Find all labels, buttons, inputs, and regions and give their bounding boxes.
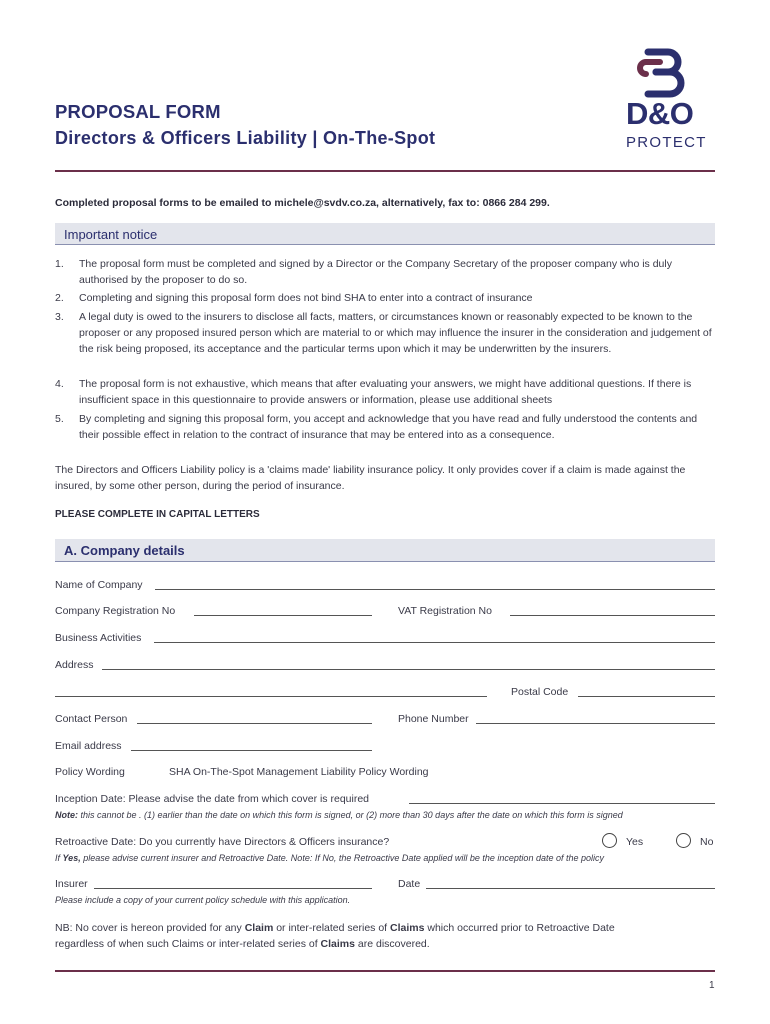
retroactive-date-note <box>55 853 604 863</box>
retroactive-date-question: Retroactive Date: Do you currently have Directors & Officers insurance? <box>55 836 390 848</box>
retroactive-yes-radio[interactable] <box>602 833 617 848</box>
form-subtitle: Directors & Officers Liability | On-The-Spot <box>55 128 436 148</box>
notice-item-2 <box>55 290 715 306</box>
business-activities-field[interactable] <box>154 642 715 643</box>
notice-item-5 <box>55 411 715 443</box>
nb-text: regardless of when such Claims or inter-related series of <box>55 938 321 950</box>
note-label: Note: <box>55 810 78 820</box>
policy-wording-value: SHA On-The-Spot Management Liability Policy Wording <box>169 766 429 778</box>
nb-emphasis: Claims <box>390 922 425 934</box>
notice-item-1 <box>55 256 715 288</box>
company-details-title: A. Company details <box>64 543 185 558</box>
company-name-field[interactable] <box>155 589 715 590</box>
postal-code-field[interactable] <box>578 696 715 697</box>
notice-number: 3. <box>55 311 64 323</box>
retroactive-no-radio[interactable] <box>676 833 691 848</box>
note-text: please advise current insurer and Retroactive Date. Note: If No, the Retroactive Date applied will be the inception date of the policy <box>80 853 604 863</box>
nb-text: are discovered. <box>354 938 430 950</box>
notice-number: 1. <box>55 258 64 270</box>
insurer-field[interactable] <box>94 888 372 889</box>
vat-reg-field[interactable] <box>510 615 715 616</box>
notice-number: 5. <box>55 413 64 425</box>
note-prefix: If <box>55 853 63 863</box>
policy-description: The Directors and Officers Liability policy is a 'claims made' liability insurance policy. It only provides cover if a claim is made against the insured, by some other person, during the period of insurance. <box>55 464 686 492</box>
schedule-note: Please include a copy of your current policy schedule with this application. <box>55 895 351 905</box>
business-activities-label: Business Activities <box>55 632 142 644</box>
address-field-line2[interactable] <box>55 696 487 697</box>
notice-text: By completing and signing this proposal form, you accept and acknowledge that you have read and fully understood the contents and their possible effect in relation to the contract of insurance that may be entered into as a consequence. <box>79 413 698 441</box>
logo-text-protect: PROTECT <box>626 134 707 151</box>
phone-number-field[interactable] <box>476 723 715 724</box>
email-address-field[interactable] <box>131 750 372 751</box>
email-address-label: Email address <box>55 740 122 752</box>
inception-date-note <box>55 810 623 820</box>
company-reg-field[interactable] <box>194 615 372 616</box>
logo-text-do: D&O <box>626 96 694 131</box>
form-title: PROPOSAL FORM <box>55 101 221 122</box>
note-text: this cannot be . (1) earlier than the date on which this form is signed, or (2) more than 30 days after the date on which this form is signed <box>78 810 623 820</box>
notice-text: Completing and signing this proposal form does not bind SHA to enter into a contract of insurance <box>79 292 533 304</box>
notice-text: The proposal form is not exhaustive, which means that after evaluating your answers, we might have additional questions. If there is insufficient space in this questionnaire to provide answers or information, please use additional sheets <box>79 378 692 406</box>
nb-text: or inter-related series of <box>273 922 390 934</box>
notice-text: A legal duty is owed to the insurers to disclose all facts, matters, or circumstances known or reasonably expected to be known to the proposer or any proposed insured person which are material to or which may influence the insurer in the consideration and judgement of the risk being proposed, its acceptance and the particular terms upon which it may be underwritten by the insurers. <box>79 311 712 355</box>
nb-text: which occurred prior to Retroactive Date <box>424 922 615 934</box>
nb-disclaimer <box>55 920 715 952</box>
postal-code-label: Postal Code <box>511 686 569 698</box>
submission-instructions: Completed proposal forms to be emailed to michele@svdv.co.za, alternatively, fax to: 0866 284 299. <box>55 197 550 209</box>
retroactive-no-label: No <box>700 836 714 848</box>
notice-text: The proposal form must be completed and signed by a Director or the Company Secretary of the proposer company who is duly authorised by the proposer to do so. <box>79 258 672 286</box>
company-reg-label: Company Registration No <box>55 605 176 617</box>
nb-emphasis: Claims <box>320 938 355 950</box>
notice-item-4 <box>55 376 715 408</box>
address-field-line1[interactable] <box>102 669 715 670</box>
contact-person-field[interactable] <box>137 723 372 724</box>
notice-number: 2. <box>55 292 64 304</box>
phone-number-label: Phone Number <box>398 713 469 725</box>
policy-wording-label: Policy Wording <box>55 766 125 778</box>
page-number: 1 <box>709 980 715 991</box>
footer-divider <box>55 970 715 972</box>
header-divider <box>55 170 715 172</box>
vat-reg-label: VAT Registration No <box>398 605 492 617</box>
nb-text: NB: No cover is hereon provided for any <box>55 922 245 934</box>
date-label: Date <box>398 878 421 890</box>
company-details-header <box>55 539 715 562</box>
company-name-label: Name of Company <box>55 579 143 591</box>
insurer-label: Insurer <box>55 878 88 890</box>
inception-date-field[interactable] <box>409 803 715 804</box>
notice-item-3 <box>55 309 715 373</box>
capital-letters-instruction: PLEASE COMPLETE IN CAPITAL LETTERS <box>55 509 260 520</box>
notice-number: 4. <box>55 378 64 390</box>
contact-person-label: Contact Person <box>55 713 128 725</box>
nb-emphasis: Claim <box>244 922 274 934</box>
important-notice-title: Important notice <box>64 227 158 242</box>
date-field[interactable] <box>426 888 715 889</box>
note-emphasis: Yes, <box>62 853 81 863</box>
address-label: Address <box>55 659 94 671</box>
retroactive-yes-label: Yes <box>626 836 644 848</box>
important-notice-header <box>55 223 715 245</box>
inception-date-label: Inception Date: Please advise the date from which cover is required <box>55 793 370 805</box>
